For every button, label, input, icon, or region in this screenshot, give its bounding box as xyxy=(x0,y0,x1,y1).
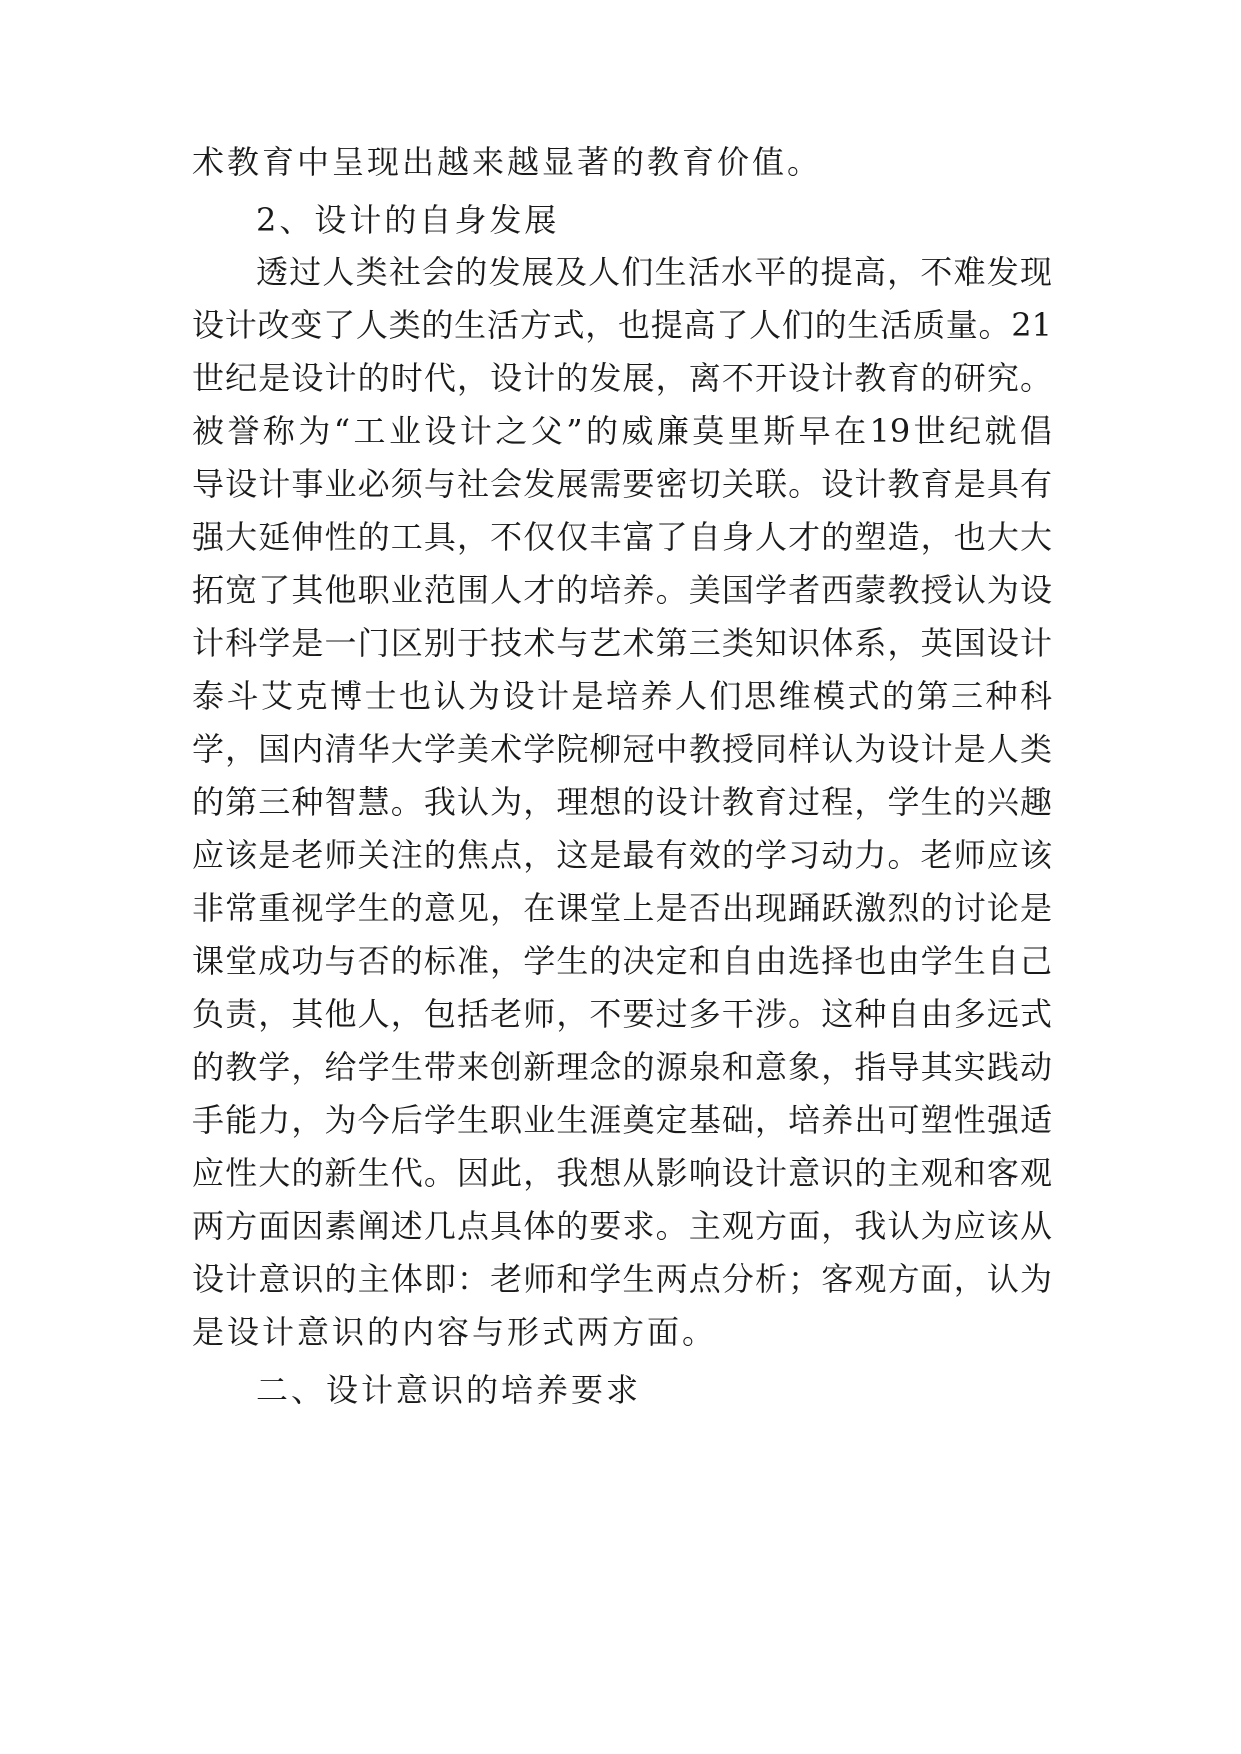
text-line-19: 手能力，为今后学生职业生涯奠定基础，培养出可塑性强适 xyxy=(192,1101,1052,1139)
text-line-16: 课堂成功与否的标准，学生的决定和自由选择也由学生自己 xyxy=(192,942,1052,980)
section-heading-2: 2、设计的自身发展 xyxy=(256,201,560,239)
text-line-20: 应性大的新生代。因此，我想从影响设计意识的主观和客观 xyxy=(192,1154,1052,1192)
text-line-18: 的教学，给学生带来创新理念的源泉和意象，指导其实践动 xyxy=(192,1048,1052,1086)
text-line-10: 计科学是一门区别于技术与艺术第三类知识体系，英国设计 xyxy=(192,624,1052,662)
text-line-23: 是设计意识的内容与形式两方面。 xyxy=(192,1313,718,1351)
text-line-13: 的第三种智慧。我认为，理想的设计教育过程，学生的兴趣 xyxy=(192,783,1052,821)
text-line-17: 负责，其他人，包括老师，不要过多干涉。这种自由多远式 xyxy=(192,995,1052,1033)
text-line-7: 导设计事业必须与社会发展需要密切关联。设计教育是具有 xyxy=(192,465,1052,503)
text-line-9: 拓宽了其他职业范围人才的培养。美国学者西蒙教授认为设 xyxy=(192,571,1052,609)
text-line-21: 两方面因素阐述几点具体的要求。主观方面，我认为应该从 xyxy=(192,1207,1052,1245)
text-line-14: 应该是老师关注的焦点，这是最有效的学习动力。老师应该 xyxy=(192,836,1052,874)
text-line-3: 透过人类社会的发展及人们生活水平的提高，不难发现 xyxy=(256,253,1052,291)
text-line-12: 学，国内清华大学美术学院柳冠中教授同样认为设计是人类 xyxy=(192,730,1052,768)
text-line-11: 泰斗艾克博士也认为设计是培养人们思维模式的第三种科 xyxy=(192,677,1052,715)
text-line-8: 强大延伸性的工具，不仅仅丰富了自身人才的塑造，也大大 xyxy=(192,518,1052,556)
text-line-22: 设计意识的主体即：老师和学生两点分析；客观方面，认为 xyxy=(192,1260,1052,1298)
text-line-6: 被誉称为“工业设计之父”的威廉莫里斯早在19世纪就倡 xyxy=(192,412,1052,450)
section-heading-design-awareness: 二、设计意识的培养要求 xyxy=(256,1371,642,1409)
text-line-1: 术教育中呈现出越来越显著的教育价值。 xyxy=(192,143,823,181)
text-line-4: 设计改变了人类的生活方式，也提高了人们的生活质量。21 xyxy=(192,306,1052,344)
text-line-15: 非常重视学生的意见，在课堂上是否出现踊跃激烈的讨论是 xyxy=(192,889,1052,927)
text-line-5: 世纪是设计的时代，设计的发展，离不开设计教育的研究。 xyxy=(192,359,1052,397)
